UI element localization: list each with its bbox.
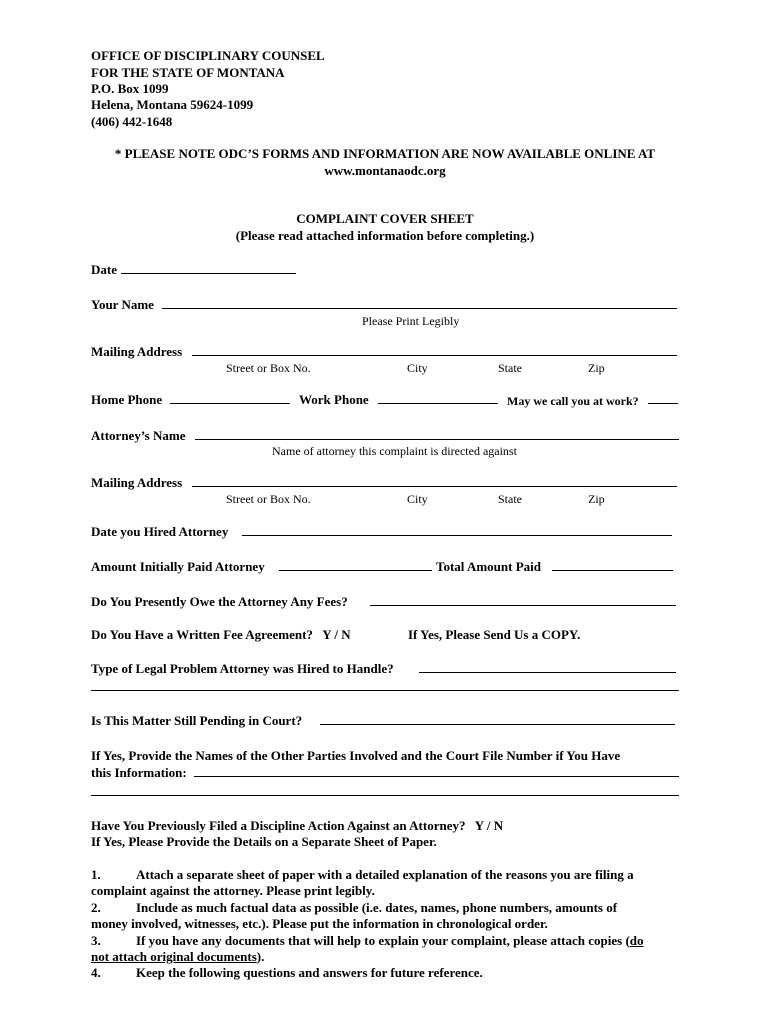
call-at-work-field[interactable] xyxy=(648,403,678,404)
your-name-label: Your Name xyxy=(91,297,154,312)
legal-problem-field[interactable] xyxy=(419,672,676,673)
home-phone-label: Home Phone xyxy=(91,392,163,407)
attorney-state-hint: State xyxy=(498,492,522,506)
instruction-3-end: ). xyxy=(256,949,265,964)
your-name-field[interactable] xyxy=(162,308,677,309)
legal-problem-field-2[interactable] xyxy=(91,690,679,691)
date-hired-label: Date you Hired Attorney xyxy=(91,524,229,539)
attorney-name-label: Attorney’s Name xyxy=(91,428,186,443)
instruction-1-number: 1. xyxy=(91,867,101,882)
street-hint: Street or Box No. xyxy=(226,361,311,375)
instruction-3-underlined-do: do xyxy=(629,933,644,948)
date-label: Date xyxy=(91,262,117,277)
attorney-name-hint: Name of attorney this complaint is directed against xyxy=(272,444,517,458)
date-field[interactable] xyxy=(121,273,296,274)
header-po-box: P.O. Box 1099 xyxy=(91,81,169,96)
attorney-street-hint: Street or Box No. xyxy=(226,492,311,506)
instruction-4-line-1: Keep the following questions and answers for future reference. xyxy=(136,965,483,980)
state-hint: State xyxy=(498,361,522,375)
instruction-3-number: 3. xyxy=(91,933,101,948)
date-hired-field[interactable] xyxy=(242,535,672,536)
send-copy-note: If Yes, Please Send Us a COPY. xyxy=(408,627,581,642)
instruction-3-line-2 xyxy=(91,949,264,966)
prev-filed-question[interactable]: Have You Previously Filed a Discipline Action Against an Attorney? Y / N xyxy=(91,818,504,833)
instruction-3-line-1 xyxy=(136,933,644,950)
instruction-2-number: 2. xyxy=(91,900,101,915)
written-fee-question[interactable]: Do You Have a Written Fee Agreement? Y / N xyxy=(91,627,351,642)
instruction-2-line-1: Include as much factual data as possible (i.e. dates, names, phone numbers, amounts of xyxy=(136,900,618,915)
work-phone-label: Work Phone xyxy=(299,392,369,407)
attorney-mailing-label: Mailing Address xyxy=(91,475,183,490)
attorney-city-hint: City xyxy=(407,492,428,506)
website-url: www.montanaodc.org xyxy=(324,163,446,178)
mailing-address-field[interactable] xyxy=(192,355,677,356)
header-office: OFFICE OF DISCIPLINARY COUNSEL xyxy=(91,48,325,63)
owe-fees-label: Do You Presently Owe the Attorney Any Fees? xyxy=(91,594,348,609)
pending-field[interactable] xyxy=(320,724,675,725)
instruction-1-line-1: Attach a separate sheet of paper with a detailed explanation of the reasons you are filing a xyxy=(136,867,634,882)
work-phone-field[interactable] xyxy=(378,403,498,404)
total-paid-field[interactable] xyxy=(552,570,673,571)
header-state: FOR THE STATE OF MONTANA xyxy=(91,65,285,80)
amount-initially-field[interactable] xyxy=(279,570,432,571)
attorney-name-field[interactable] xyxy=(195,439,679,440)
other-parties-field[interactable] xyxy=(194,776,679,777)
prev-filed-note: If Yes, Please Provide the Details on a Separate Sheet of Paper. xyxy=(91,834,437,849)
legal-problem-label: Type of Legal Problem Attorney was Hired to Handle? xyxy=(91,661,394,676)
pending-label: Is This Matter Still Pending in Court? xyxy=(91,713,303,728)
instruction-1-line-2: complaint against the attorney. Please print legibly. xyxy=(91,883,375,898)
instruction-3-text: If you have any documents that will help to explain your complaint, please attach copies ( xyxy=(136,933,630,948)
header-phone: (406) 442-1648 xyxy=(91,114,173,129)
instruction-2-line-2: money involved, witnesses, etc.). Please put the information in chronological order. xyxy=(91,916,548,931)
other-parties-label-1: If Yes, Provide the Names of the Other Parties Involved and the Court File Number if You Have xyxy=(91,748,621,763)
print-legibly-hint: Please Print Legibly xyxy=(362,314,460,328)
mailing-address-label: Mailing Address xyxy=(91,344,183,359)
other-parties-label-2: this Information: xyxy=(91,765,187,780)
amount-initially-label: Amount Initially Paid Attorney xyxy=(91,559,265,574)
instruction-3-underlined-rest: not attach original documents xyxy=(91,949,257,964)
city-hint: City xyxy=(407,361,428,375)
attorney-zip-hint: Zip xyxy=(588,492,605,506)
home-phone-field[interactable] xyxy=(170,403,290,404)
page-subtitle: (Please read attached information before completing.) xyxy=(235,228,535,243)
online-notice: * PLEASE NOTE ODC’S FORMS AND INFORMATION ARE NOW AVAILABLE ONLINE AT xyxy=(114,146,656,161)
instruction-4-number: 4. xyxy=(91,965,101,980)
page-title: COMPLAINT COVER SHEET xyxy=(296,211,474,226)
zip-hint: Zip xyxy=(588,361,605,375)
attorney-mailing-field[interactable] xyxy=(192,486,677,487)
call-at-work-label: May we call you at work? xyxy=(507,394,639,408)
other-parties-field-2[interactable] xyxy=(91,795,679,796)
header-city: Helena, Montana 59624-1099 xyxy=(91,97,254,112)
owe-fees-field[interactable] xyxy=(370,605,676,606)
total-paid-label: Total Amount Paid xyxy=(436,559,541,574)
